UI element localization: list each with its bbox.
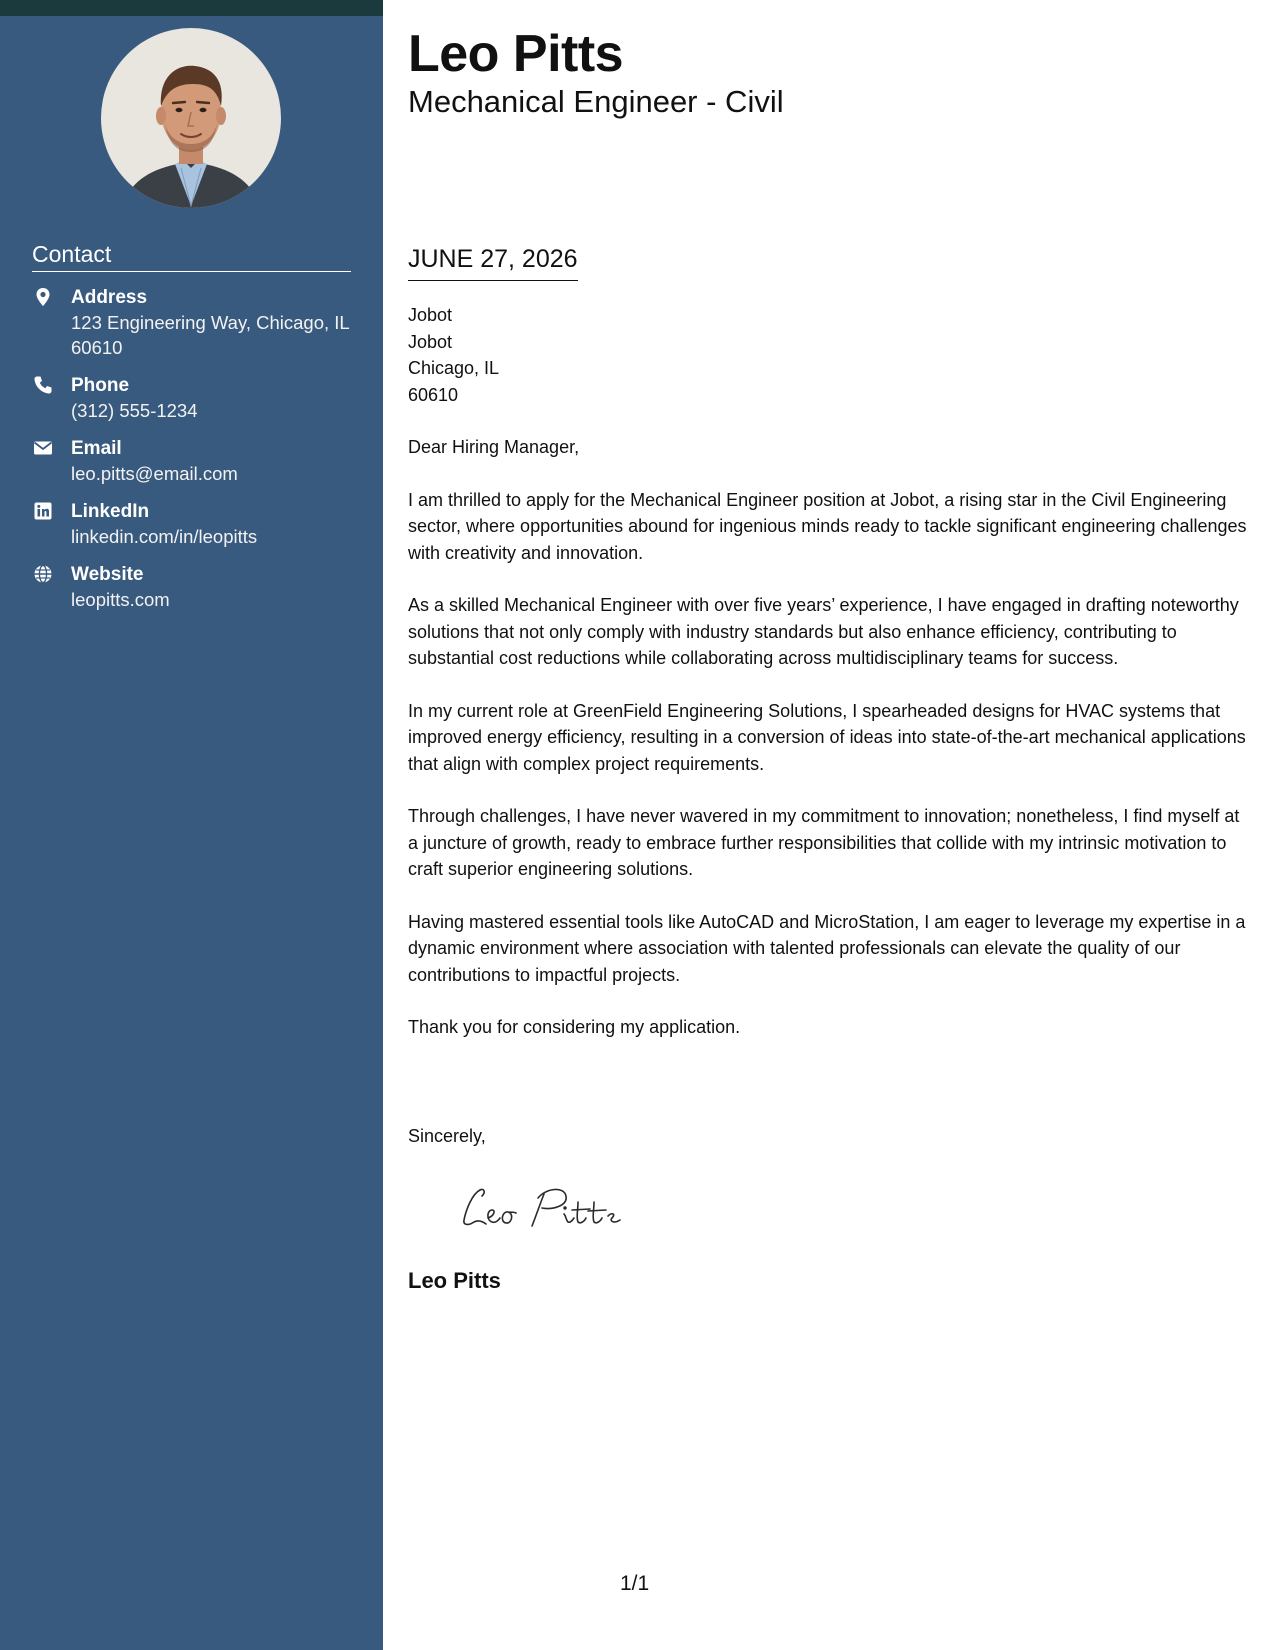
- letter-paragraph: As a skilled Mechanical Engineer with over five years’ experience, I have engaged in drafting noteworthy solutions that not only comply with industry standards but also enhance efficiency, contributing to substantial cost reductions while collaborating across multidisciplinary teams for success.: [408, 595, 1239, 668]
- page-number: 1/1: [620, 1572, 650, 1595]
- contact-email: [32, 436, 362, 486]
- contact-heading: Contact: [32, 240, 351, 272]
- letter-date: JUNE 27, 2026: [408, 244, 578, 281]
- signer-name: Leo Pitts: [408, 1268, 501, 1293]
- recipient-block: [408, 302, 1253, 408]
- contact-phone: [32, 373, 362, 423]
- phone-icon: [33, 375, 53, 395]
- contact-address: [32, 285, 362, 360]
- contact-website: [32, 562, 362, 612]
- letter-paragraph: I am thrilled to apply for the Mechanical Engineer position at Jobot, a rising star in the Civil Engineering sector, where opportunities abound for ingenious minds ready to tackle significant engineering challenges with creativity and innovation.: [408, 489, 1247, 563]
- envelope-icon: [33, 438, 53, 458]
- applicant-name: Leo Pitts: [408, 25, 624, 83]
- letter-paragraph: Having mastered essential tools like AutoCAD and MicroStation, I am eager to leverage my expertise in a dynamic environment where association with talented professionals can elevate the quality of our contributions to impactful projects.: [408, 911, 1246, 985]
- contact-list: [32, 285, 362, 625]
- contact-label: Email: [71, 438, 122, 459]
- contact-value: leopitts.com: [71, 589, 170, 610]
- job-title: Mechanical Engineer - Civil: [408, 84, 784, 119]
- contact-label: LinkedIn: [71, 501, 150, 522]
- map-pin-icon: [33, 287, 53, 307]
- globe-icon: [33, 564, 53, 584]
- letter-paragraph: In my current role at GreenField Engineering Solutions, I spearheaded designs for HVAC systems that improved energy efficiency, resulting in a conversion of ideas into state-of-the-art mechanical applications that align with complex project requirements.: [408, 700, 1246, 774]
- profile-photo: [101, 28, 281, 208]
- contact-label: Address: [71, 287, 148, 308]
- contact-label: Website: [71, 564, 144, 585]
- letter-paragraph: Thank you for considering my application.: [408, 1017, 741, 1037]
- contact-label: Phone: [71, 375, 130, 396]
- recipient-line: 60610: [408, 384, 459, 405]
- contact-value: linkedin.com/in/leopitts: [71, 526, 258, 547]
- recipient-line: Jobot: [408, 305, 453, 325]
- handwritten-signature: [458, 1180, 628, 1232]
- contact-value: (312) 555-1234: [71, 400, 198, 421]
- sidebar: [0, 0, 383, 1650]
- linkedin-icon: [33, 501, 53, 521]
- contact-value: 123 Engineering Way, Chicago, IL 60610: [71, 312, 350, 358]
- contact-value: leo.pitts@email.com: [71, 463, 238, 484]
- letter-paragraph: Through challenges, I have never wavered in my commitment to innovation; nonetheless, I find myself at a juncture of growth, ready to embrace further responsibilities that collide with my intrinsic motivation to craft superior engineering solutions.: [408, 806, 1240, 879]
- recipient-line: Jobot: [408, 331, 453, 352]
- salutation: Dear Hiring Manager,: [408, 437, 580, 457]
- closing: Sincerely,: [408, 1126, 486, 1146]
- sidebar-top-bar: [0, 0, 383, 16]
- contact-linkedin: [32, 499, 362, 549]
- letter-body: [408, 302, 1253, 1041]
- recipient-line: Chicago, IL: [408, 358, 500, 378]
